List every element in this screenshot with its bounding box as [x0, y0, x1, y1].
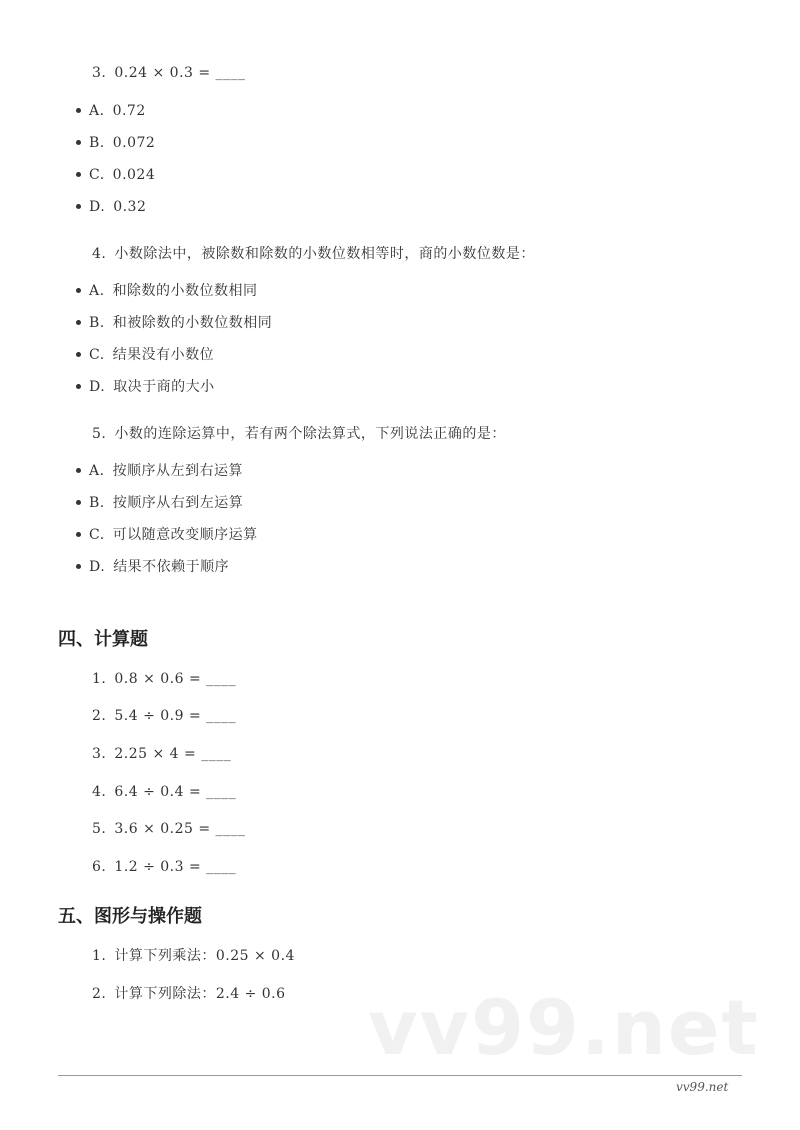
section-title-calculation: 四、计算题 — [58, 629, 148, 650]
question-stem: 小数的连除运算中，若有两个除法算式，下列说法正确的是： — [114, 426, 506, 442]
item-number: 2. — [92, 708, 107, 724]
item-number: 5. — [92, 821, 107, 837]
option-c — [76, 346, 214, 364]
option-d — [76, 198, 146, 216]
bullet-icon — [76, 140, 81, 145]
bullet-icon — [76, 288, 81, 293]
figure-item-2 — [92, 985, 286, 1003]
bullet-icon — [76, 532, 81, 537]
bullet-icon — [76, 384, 81, 389]
option-text: 0.32 — [113, 199, 147, 215]
calc-item-6 — [92, 858, 236, 876]
question-4 — [92, 245, 535, 263]
item-number: 1. — [92, 948, 107, 964]
item-text: 计算下列乘法：0.25 × 0.4 — [114, 948, 295, 964]
calc-item-3 — [92, 745, 231, 763]
option-a — [76, 462, 243, 480]
item-text: 计算下列除法：2.4 ÷ 0.6 — [114, 986, 286, 1002]
option-text: 按顺序从左到右运算 — [112, 463, 244, 479]
option-text: 和除数的小数位数相同 — [112, 283, 258, 299]
question-stem: 小数除法中，被除数和除数的小数位数相等时，商的小数位数是： — [114, 246, 535, 262]
option-c — [76, 166, 155, 184]
section-title-figures: 五、图形与操作题 — [58, 906, 202, 927]
question-stem: 0.24 × 0.3 = ____ — [114, 65, 246, 81]
figure-item-1 — [92, 947, 295, 965]
calc-item-4 — [92, 783, 236, 801]
option-text: 0.72 — [112, 103, 146, 119]
option-b — [76, 314, 272, 332]
option-letter: D. — [89, 559, 106, 575]
option-letter: D. — [89, 379, 106, 395]
bullet-icon — [76, 468, 81, 473]
calc-item-2 — [92, 707, 236, 725]
option-text: 可以随意改变顺序运算 — [112, 527, 258, 543]
item-number: 6. — [92, 859, 107, 875]
option-d — [76, 558, 229, 576]
option-text: 按顺序从右到左运算 — [112, 495, 244, 511]
bullet-icon — [76, 500, 81, 505]
option-text: 结果不依赖于顺序 — [113, 559, 230, 575]
option-c — [76, 526, 258, 544]
footer-site: vv99.net — [676, 1080, 729, 1094]
option-letter: B. — [89, 495, 105, 511]
question-5 — [92, 425, 506, 443]
item-text: 1.2 ÷ 0.3 = ____ — [114, 859, 237, 875]
option-letter: C. — [89, 527, 105, 543]
question-number: 3. — [92, 65, 107, 81]
item-text: 5.4 ÷ 0.9 = ____ — [114, 708, 237, 724]
bullet-icon — [76, 108, 81, 113]
option-letter: D. — [89, 199, 106, 215]
item-text: 2.25 × 4 = ____ — [114, 746, 232, 762]
option-text: 结果没有小数位 — [112, 347, 215, 363]
question-3 — [92, 64, 246, 82]
option-text: 取决于商的大小 — [113, 379, 215, 395]
option-a — [76, 282, 258, 300]
option-text: 和被除数的小数位数相同 — [112, 315, 273, 331]
item-number: 4. — [92, 784, 107, 800]
option-b — [76, 494, 243, 512]
calc-item-1 — [92, 670, 236, 688]
option-text: 0.024 — [112, 167, 156, 183]
item-number: 3. — [92, 746, 107, 762]
option-b — [76, 134, 155, 152]
item-text: 6.4 ÷ 0.4 = ____ — [114, 784, 237, 800]
question-number: 4. — [92, 246, 107, 262]
option-d — [76, 378, 215, 396]
watermark: vv99.net — [368, 983, 760, 1072]
bullet-icon — [76, 320, 81, 325]
option-letter: C. — [89, 167, 105, 183]
option-letter: B. — [89, 315, 105, 331]
option-text: 0.072 — [112, 135, 156, 151]
option-letter: A. — [89, 283, 105, 299]
item-number: 1. — [92, 671, 107, 687]
option-a — [76, 102, 146, 120]
footer-divider — [58, 1075, 742, 1076]
question-number: 5. — [92, 426, 107, 442]
option-letter: C. — [89, 347, 105, 363]
calc-item-5 — [92, 820, 246, 838]
bullet-icon — [76, 352, 81, 357]
item-text: 0.8 × 0.6 = ____ — [114, 671, 237, 687]
option-letter: A. — [89, 103, 105, 119]
option-letter: B. — [89, 135, 105, 151]
bullet-icon — [76, 564, 81, 569]
option-letter: A. — [89, 463, 105, 479]
bullet-icon — [76, 172, 81, 177]
bullet-icon — [76, 204, 81, 209]
item-text: 3.6 × 0.25 = ____ — [114, 821, 246, 837]
item-number: 2. — [92, 986, 107, 1002]
